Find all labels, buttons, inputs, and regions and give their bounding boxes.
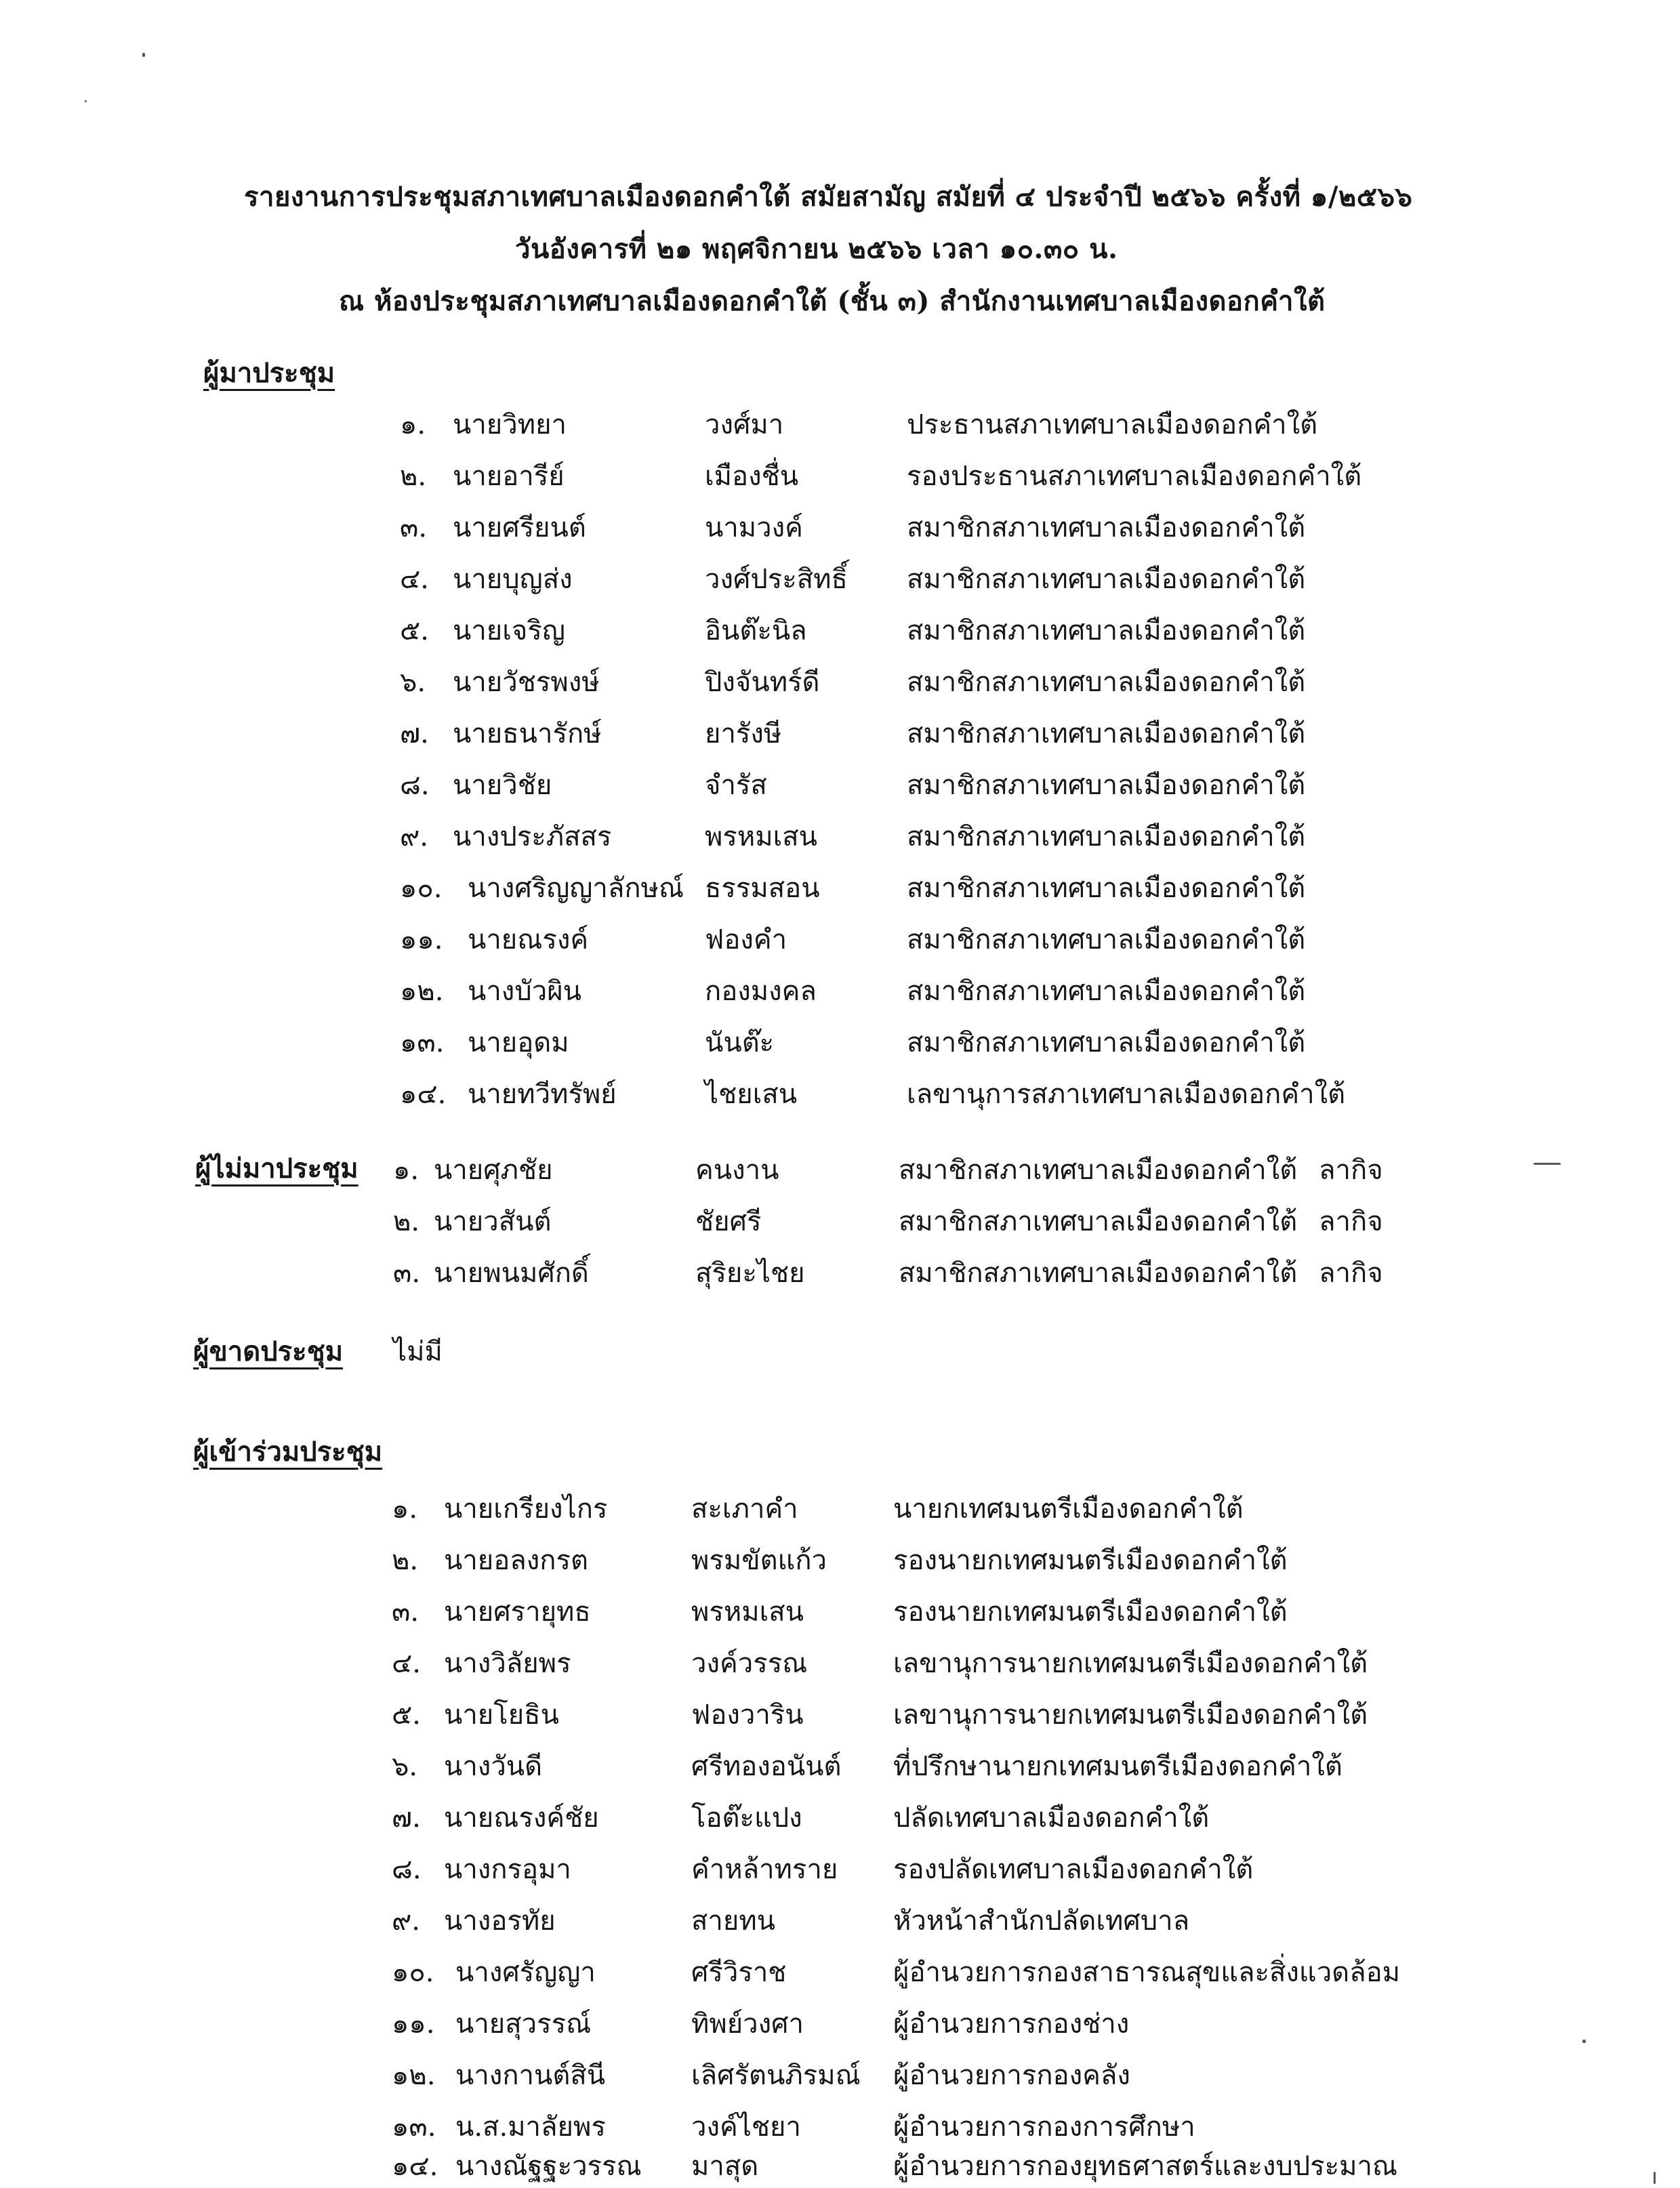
item-number: ๔. <box>392 1648 421 1679</box>
scan-speck <box>85 100 87 102</box>
absent-value: ไม่มี <box>393 1336 443 1367</box>
item-first-name: นางกานต์สินี <box>455 2060 606 2091</box>
item-last-name: พรหมเสน <box>691 1596 804 1628</box>
item-number: ๙. <box>400 821 429 852</box>
item-first-name: นางวิลัยพร <box>444 1648 571 1679</box>
scan-speck <box>1582 2040 1586 2043</box>
item-position: สมาชิกสภาเทศบาลเมืองดอกคำใต้ <box>899 1155 1298 1186</box>
item-position: สมาชิกสภาเทศบาลเมืองดอกคำใต้ <box>907 924 1306 955</box>
item-position: เลขานุการสภาเทศบาลเมืองดอกคำใต้ <box>907 1079 1346 1110</box>
item-position: ประธานสภาเทศบาลเมืองดอกคำใต้ <box>907 409 1318 440</box>
item-first-name: นายเจริญ <box>453 615 565 646</box>
item-last-name: ธรรมสอน <box>705 873 820 904</box>
item-first-name: นายโยธิน <box>444 1699 559 1731</box>
item-position: หัวหน้าสำนักปลัดเทศบาล <box>893 1905 1190 1937</box>
item-position: สมาชิกสภาเทศบาลเมืองดอกคำใต้ <box>907 1027 1306 1058</box>
item-number: ๑๐. <box>400 873 443 904</box>
item-position: ผู้อำนวยการกองการศึกษา <box>893 2111 1195 2143</box>
item-position: ที่ปรึกษานายกเทศมนตรีเมืองดอกคำใต้ <box>893 1751 1343 1782</box>
item-last-name: ยารังษี <box>705 718 782 749</box>
item-last-name: สะเภาคำ <box>691 1493 798 1525</box>
item-position: สมาชิกสภาเทศบาลเมืองดอกคำใต้ <box>907 873 1306 904</box>
item-position: ผู้อำนวยการกองช่าง <box>893 2008 1130 2040</box>
item-position: สมาชิกสภาเทศบาลเมืองดอกคำใต้ <box>907 718 1306 749</box>
item-last-name: เลิศรัตนภิรมณ์ <box>691 2060 861 2091</box>
item-number: ๑. <box>400 409 426 440</box>
item-last-name: วงค์ไชยา <box>691 2111 801 2143</box>
meeting-venue: ณ ห้องประชุมสภาเทศบาลเมืองดอกคำใต้ (ชั้น ๓) สำนักงานเทศบาลเมืองดอกคำใต้ <box>339 285 1326 317</box>
item-last-name: ศรีทองอนันต์ <box>691 1751 842 1782</box>
item-last-name: ปิงจันทร์ดี <box>705 667 820 698</box>
item-first-name: นายณรงค์ชัย <box>444 1802 599 1834</box>
item-first-name: นายณรงค์ <box>468 924 589 955</box>
scan-speck <box>1654 2172 1656 2184</box>
item-last-name: ชัยศรี <box>695 1206 762 1237</box>
meeting-date: วันอังคารที่ ๒๑ พฤศจิกายน ๒๕๖๖ เวลา ๑๐.๓๐ น. <box>515 233 1118 265</box>
item-position: สมาชิกสภาเทศบาลเมืองดอกคำใต้ <box>907 821 1306 852</box>
attendees-heading: ผู้เข้าร่วมประชุม <box>193 1436 383 1468</box>
item-note: ลากิจ <box>1319 1206 1383 1237</box>
item-first-name: นายเกรียงไกร <box>444 1493 608 1525</box>
item-position: ผู้อำนวยการกองยุทธศาสตร์และงบประมาณ <box>893 2151 1398 2182</box>
item-first-name: นายศรียนต์ <box>453 512 586 543</box>
item-last-name: เมืองชื่น <box>705 461 799 492</box>
scan-speck <box>1534 1163 1561 1165</box>
item-number: ๑. <box>392 1493 418 1525</box>
item-number: ๑๔. <box>392 2151 438 2182</box>
item-number: ๑. <box>393 1155 419 1186</box>
item-first-name: นางประภัสสร <box>453 821 612 852</box>
item-last-name: สุริยะไชย <box>695 1258 805 1289</box>
item-number: ๓. <box>392 1596 419 1628</box>
item-last-name: นามวงค์ <box>705 512 803 543</box>
item-position: ปลัดเทศบาลเมืองดอกคำใต้ <box>893 1802 1210 1834</box>
item-last-name: นันต๊ะ <box>705 1027 775 1058</box>
item-first-name: นางศรัญญา <box>455 1957 596 1988</box>
item-position: รองประธานสภาเทศบาลเมืองดอกคำใต้ <box>907 461 1362 492</box>
item-position: รองนายกเทศมนตรีเมืองดอกคำใต้ <box>893 1596 1288 1628</box>
item-first-name: นางอรทัย <box>444 1905 556 1937</box>
item-first-name: นายศรายุทธ <box>444 1596 591 1628</box>
item-position: สมาชิกสภาเทศบาลเมืองดอกคำใต้ <box>899 1206 1298 1237</box>
item-position: สมาชิกสภาเทศบาลเมืองดอกคำใต้ <box>907 770 1306 801</box>
item-note: ลากิจ <box>1319 1155 1383 1186</box>
item-number: ๒. <box>400 461 427 492</box>
item-last-name: ทิพย์วงศา <box>691 2008 804 2040</box>
item-number: ๖. <box>392 1751 418 1782</box>
item-note: ลากิจ <box>1319 1258 1383 1289</box>
item-last-name: ศรีวิราช <box>691 1957 787 1988</box>
item-position: เลขานุการนายกเทศมนตรีเมืองดอกคำใต้ <box>893 1648 1368 1679</box>
item-position: สมาชิกสภาเทศบาลเมืองดอกคำใต้ <box>907 512 1306 543</box>
item-number: ๒. <box>392 1545 419 1576</box>
item-first-name: นายธนารักษ์ <box>453 718 602 749</box>
item-first-name: นายบุญส่ง <box>453 564 573 595</box>
item-first-name: นายวิทยา <box>453 409 567 440</box>
item-last-name: ฟองคำ <box>705 924 787 955</box>
item-last-name: พรหมเสน <box>705 821 818 852</box>
item-last-name: ฟองวาริน <box>691 1699 804 1731</box>
item-last-name: พรมขัตแก้ว <box>691 1545 827 1576</box>
absent-leave-heading: ผู้ไม่มาประชุม <box>195 1153 358 1184</box>
item-position: สมาชิกสภาเทศบาลเมืองดอกคำใต้ <box>899 1258 1298 1289</box>
item-number: ๑๐. <box>392 1957 434 1988</box>
report-title: รายงานการประชุมสภาเทศบาลเมืองดอกคำใต้ สมัยสามัญ สมัยที่ ๔ ประจำปี ๒๕๖๖ ครั้งที่ ๑/๒๕๖๖ <box>244 181 1413 213</box>
item-last-name: อินต๊ะนิล <box>705 615 807 646</box>
item-number: ๓. <box>400 512 428 543</box>
item-first-name: นางกรอุมา <box>444 1854 571 1885</box>
item-last-name: มาสุด <box>691 2151 759 2182</box>
item-number: ๒. <box>393 1206 420 1237</box>
item-number: ๑๔. <box>400 1079 447 1110</box>
item-first-name: นายวสันต์ <box>434 1206 552 1237</box>
item-last-name: วงค์วรรณ <box>691 1648 808 1679</box>
item-first-name: นายอุดม <box>468 1027 569 1058</box>
item-number: ๑๒. <box>392 2060 436 2091</box>
item-number: ๗. <box>392 1802 421 1834</box>
item-position: ผู้อำนวยการกองสาธารณสุขและสิ่งแวดล้อม <box>893 1957 1401 1988</box>
item-number: ๙. <box>392 1905 421 1937</box>
item-first-name: นายทวีทรัพย์ <box>468 1079 617 1110</box>
item-position: สมาชิกสภาเทศบาลเมืองดอกคำใต้ <box>907 564 1306 595</box>
item-position: เลขานุการนายกเทศมนตรีเมืองดอกคำใต้ <box>893 1699 1368 1731</box>
item-number: ๘. <box>392 1854 422 1885</box>
item-number: ๘. <box>400 770 430 801</box>
item-number: ๗. <box>400 718 429 749</box>
item-number: ๑๑. <box>392 2008 435 2040</box>
item-number: ๖. <box>400 667 426 698</box>
item-number: ๑๒. <box>400 976 444 1007</box>
item-first-name: นางวันดี <box>444 1751 543 1782</box>
item-position: สมาชิกสภาเทศบาลเมืองดอกคำใต้ <box>907 667 1306 698</box>
item-last-name: กองมงคล <box>705 976 817 1007</box>
item-first-name: นายวิชัย <box>453 770 552 801</box>
item-first-name: นายสุวรรณ์ <box>455 2008 592 2040</box>
item-last-name: สายทน <box>691 1905 776 1937</box>
item-first-name: นายศุภชัย <box>434 1155 553 1186</box>
item-last-name: จำรัส <box>705 770 767 801</box>
item-last-name: คนงาน <box>695 1155 779 1186</box>
item-last-name: ไชยเสน <box>705 1079 798 1110</box>
scan-speck <box>142 53 145 57</box>
item-first-name: นางศริญญาลักษณ์ <box>468 873 684 904</box>
item-number: ๑๓. <box>392 2111 436 2143</box>
item-number: ๑๑. <box>400 924 443 955</box>
item-number: ๕. <box>400 615 429 646</box>
item-number: ๑๓. <box>400 1027 445 1058</box>
item-first-name: น.ส.มาลัยพร <box>455 2111 606 2143</box>
absent-heading: ผู้ขาดประชุม <box>193 1336 344 1367</box>
item-last-name: โอต๊ะแปง <box>691 1802 802 1834</box>
item-position: สมาชิกสภาเทศบาลเมืองดอกคำใต้ <box>907 976 1306 1007</box>
item-first-name: นายพนมศักดิ์ <box>434 1258 589 1289</box>
item-position: รองนายกเทศมนตรีเมืองดอกคำใต้ <box>893 1545 1288 1576</box>
item-last-name: วงศ์ประสิทธิ์ <box>705 564 848 595</box>
present-heading: ผู้มาประชุม <box>203 357 335 389</box>
item-last-name: วงศ์มา <box>705 409 784 440</box>
item-number: ๔. <box>400 564 429 595</box>
item-first-name: นางบัวผิน <box>468 976 581 1007</box>
item-position: นายกเทศมนตรีเมืองดอกคำใต้ <box>893 1493 1244 1525</box>
item-last-name: คำหล้าทราย <box>691 1854 838 1885</box>
item-position: ผู้อำนวยการกองคลัง <box>893 2060 1130 2091</box>
item-first-name: นายวัชรพงษ์ <box>453 667 600 698</box>
item-first-name: นายอลงกรต <box>444 1545 588 1576</box>
item-first-name: นายอารีย์ <box>453 461 565 492</box>
item-number: ๕. <box>392 1699 421 1731</box>
item-number: ๓. <box>393 1258 421 1289</box>
item-position: สมาชิกสภาเทศบาลเมืองดอกคำใต้ <box>907 615 1306 646</box>
item-first-name: นางณัฐฐะวรรณ <box>455 2151 642 2182</box>
item-position: รองปลัดเทศบาลเมืองดอกคำใต้ <box>893 1854 1254 1885</box>
